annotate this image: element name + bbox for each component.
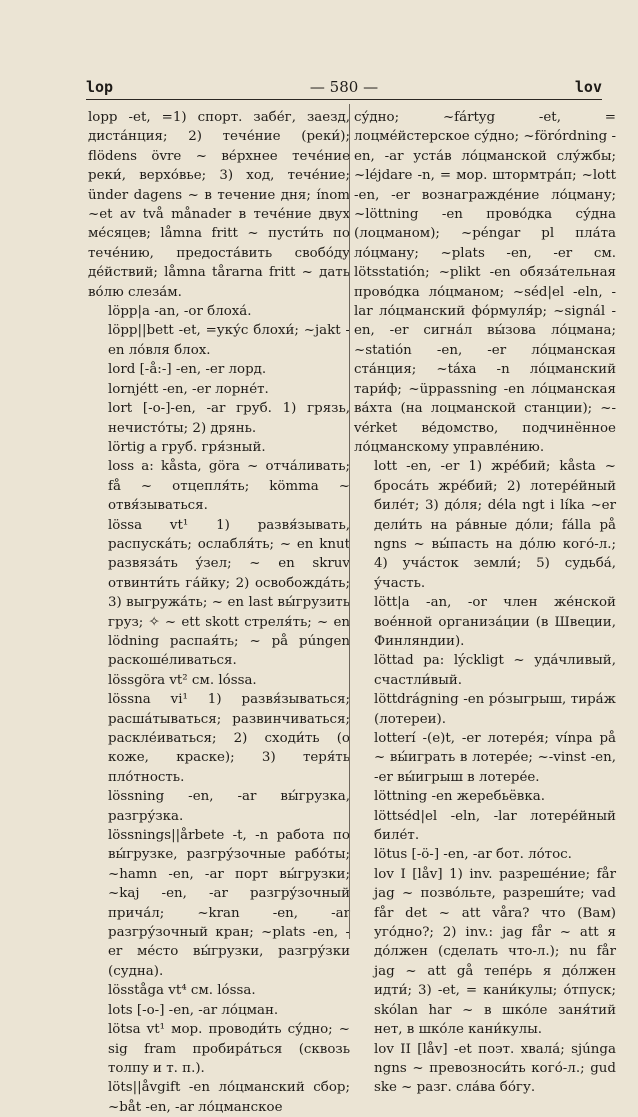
header-rule bbox=[86, 99, 602, 100]
entry-lord: lord [-å:-] -en, -er лорд. bbox=[108, 362, 267, 378]
page-number: — 580 — bbox=[309, 78, 379, 96]
entry-lots: lots [-o-] -en, -ar ло́цман. bbox=[108, 1002, 279, 1018]
entry-lossningsarbete: lössnings||årbete -t, -n работа по вы́грузке, разгру́зочные рабо́ты; ~hamn -en, -ar порт вы́грузки; ~kaj -en, -ar разгру́зочный прича́л; ~kran -en, -ar разгру́зочный кран; ~plats -en, -er ме́сто вы́грузки, разгру́зки (судна). bbox=[108, 828, 350, 979]
entry-lottad: löttad pa: lýckligt ~ уда́чливый, счастли́вый. bbox=[374, 653, 616, 688]
right-column bbox=[354, 108, 616, 1098]
entry-lort: lort [-o-]-en, -ar груб. 1) грязь, нечисто́ты; 2) дрянь. bbox=[108, 401, 350, 436]
entry-loppbett: löpp||bett -et, =уку́с блохи́; ~jakt -en ло́вля блох. bbox=[108, 323, 350, 358]
entry-lotsa: lötsa vt¹ мор. проводи́ть су́дно; ~ sig fram пробира́ться (сквозь толпу и т. п.). bbox=[108, 1022, 350, 1076]
entry-lots-continued: су́дно; ~fártyg -et, = лоцме́йстерское су́дно; ~förórdning -en, -ar уста́в ло́цманской слу́жбы; ~léjdare -n, = мор. штормтра́п; ~lott -en, -er вознагражде́ние ло́цману; ~löttning -en прово́дка су́дна (лоцманом); ~péngar pl пла́та ло́цману; ~plats -en, -er см. lötsstatión; ~plikt -en обяза́тельная прово́дка ло́цманом; ~séd|el -eln, -lar ло́цманский фо́рмуля́р; ~signál -en, -er сигна́л вы́зова ло́цмана; ~statión -en, -er ло́цманская ста́нция; ~táxa -n ло́цманский тари́ф; ~üppassning -en ло́цманская ва́хта (на лоцманской станции); ~-vérket ве́домство, подчинённое ло́цманскому управле́нию. bbox=[354, 110, 616, 455]
entry-lossgora: lössgöra vt² см. lóssa. bbox=[108, 672, 257, 688]
column-divider bbox=[349, 104, 350, 939]
right-guide-word: lov bbox=[574, 78, 602, 96]
entry-lottsedel: löttséd|el -eln, -lar лотере́йный биле́т. bbox=[374, 808, 616, 844]
entry-lov-2: lov II [låv] -et поэт. хвала́; sjúnga ngns ~ превозноси́ть кого́-л.; gud ske ~ разг. сла́ва бо́гу. bbox=[374, 1041, 616, 1096]
left-guide-word: lop bbox=[86, 78, 114, 96]
entry-lossning: lössning -en, -ar вы́грузка, разгру́зка. bbox=[108, 789, 350, 824]
entry-lossa: lössa vt¹ 1) развя́зывать, распуска́ть; ослабля́ть; ~ en knut развяза́ть у́зел; ~ en skruv отвинти́ть га́йку; 2) освобожда́ть; 3) выгружа́ть; ~ en last вы́грузить груз; ✧ ~ ett skott стреля́ть; ~ en lödning распая́ть; ~ på púngen раскоше́ливаться. bbox=[108, 517, 350, 669]
entry-lornjett: lornjétt -en, -er лорне́т. bbox=[108, 381, 269, 397]
entry-lotteri: lotterí -(e)t, -er лотере́я; vínpa på ~ вы́играть в лотере́е; ~-vinst -en, -er вы́игрыш в лотере́е. bbox=[374, 731, 616, 785]
entry-losstaga: lösståga vt⁴ см. lóssa. bbox=[108, 983, 256, 999]
entry-lottning: löttning -en жеребьёвка. bbox=[374, 789, 545, 805]
left-column bbox=[88, 108, 350, 1117]
entry-lotta: lött|a -an, -or член же́нской вое́нной организа́ции (в Швеции, Финляндии). bbox=[374, 595, 616, 649]
entry-lortig: lörtig a груб. гря́зный. bbox=[108, 439, 266, 455]
entry-lotus: lötus [-ö-] -en, -ar бот. ло́тос. bbox=[374, 847, 572, 863]
entry-lov-1: lov I [låv] 1) inv. разреше́ние; får jag ~ позво́льте, разреши́те; vad får det ~ att våra? что (Вам) уго́дно?; 2) inv.: jag får ~ att я до́лжен (сделать что-л.); nu får jag ~ att gå тепе́рь я до́лжен идти́; 3) -et, = кани́кулы; о́тпуск; skólan har ~ в шко́ле заня́тий нет, в шко́ле кани́кулы. bbox=[374, 866, 616, 1038]
entry-lottdragning: löttdrágning -en ро́зыгрыш, тира́ж (лотереи). bbox=[374, 692, 616, 727]
entry-loss: loss a: kåsta, göra ~ отча́ливать; få ~ отцепля́ть; kömma ~ отвя́зываться. bbox=[108, 459, 350, 514]
entry-lossna: lössna vi¹ 1) развя́зываться; расша́тываться; развинчиваться; раскле́иваться; 2) сходи́ть (о коже, краске); 3) теря́ть пло́тность. bbox=[108, 692, 350, 785]
entry-loppa: löpp|a -an, -or блоха́. bbox=[108, 304, 252, 320]
entry-lotsavgift: löts||åvgift -en ло́цманский сбор; ~båt -en, -ar ло́цманское bbox=[108, 1080, 350, 1115]
entry-lopp: lopp -et, =1) спорт. забе́г, заезд, диста́нция; 2) тече́ние (реки́); flödens övre ~ ве́рхнее тече́ние реки́, верхо́вье; 3) ход, тече́ние; ünder dagens ~ в течение дня; ínom ~et av två månader в тече́ние двух ме́сяцев; låmna fritt ~ пусти́ть по тече́нию, предоста́вить свобо́ду де́йствий; låmna tårarna fritt ~ дать во́лю слеза́м. bbox=[88, 110, 350, 300]
page-header bbox=[86, 78, 602, 100]
entry-lott: lott -en, -er 1) жре́бий; kåsta ~ броса́ть жре́бий; 2) лотере́йный биле́т; 3) до́ля; déla ngt i líka ~er дели́ть на ра́вные до́ли; fálla på ngns ~ вы́пасть на до́лю кого́-л.; 4) уча́сток земли́; 5) судьба́, у́часть. bbox=[374, 459, 616, 591]
